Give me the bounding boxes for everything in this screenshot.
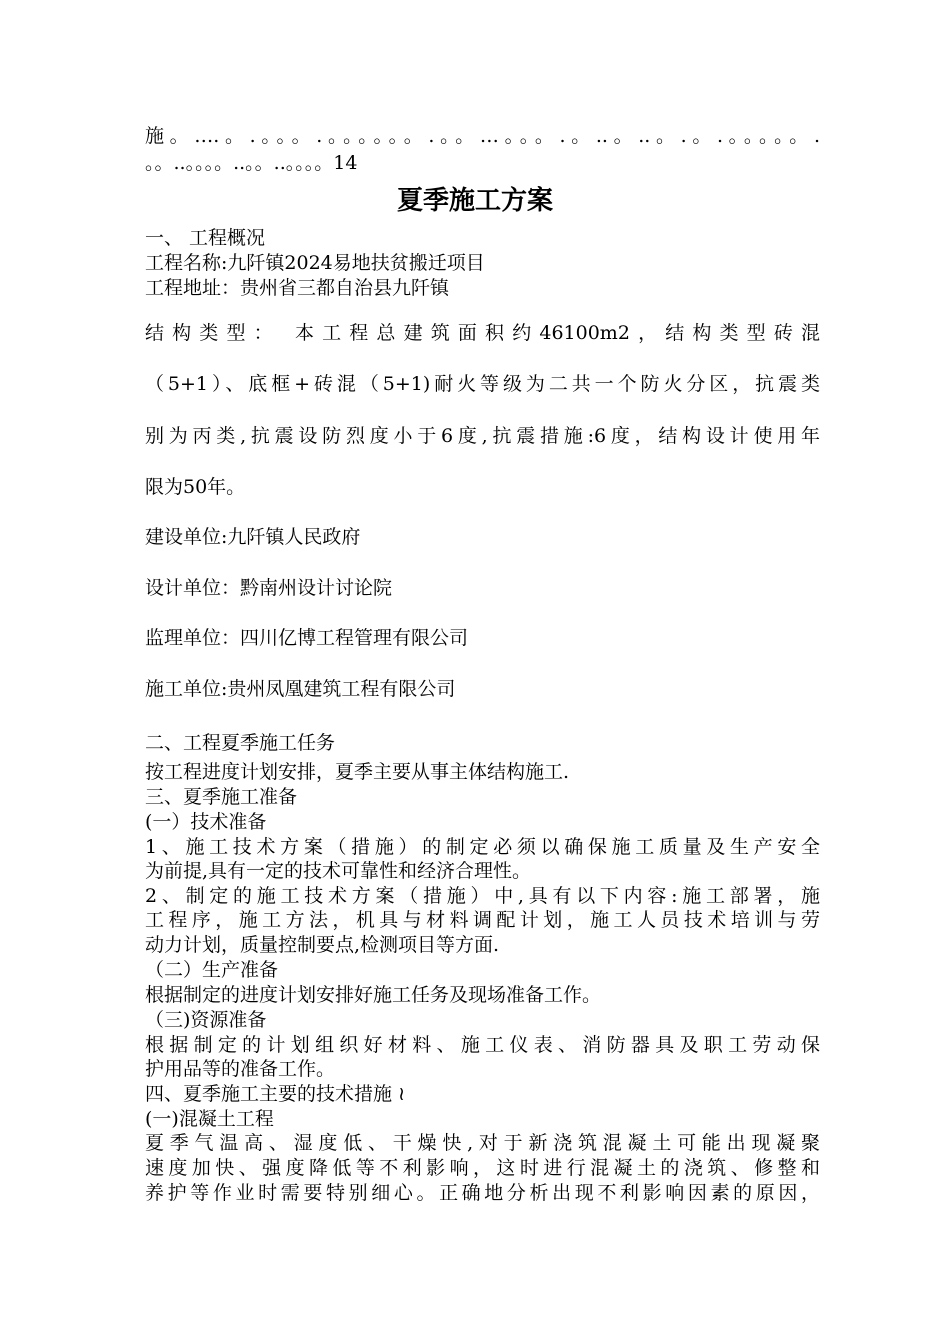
section-4-heading: 四、夏季施工主要的技术措施 ≀ — [145, 1083, 406, 1105]
section-3-sub-3: （三)资源准备 — [145, 1009, 267, 1031]
toc-tail-line-1: 施。….。.。。。.。。。。。。.。。…。。。.。..。..。.。.。。。。。. — [145, 125, 820, 147]
section-4-sub-1: (一)混凝土工程 — [145, 1108, 274, 1130]
section-1-heading: 一、 工程概况 — [145, 227, 266, 249]
section-3-sub-1: (一）技术准备 — [145, 811, 267, 833]
section-3-heading: 三、夏季施工准备 — [145, 786, 298, 808]
section-2-heading: 二、工程夏季施工任务 — [145, 732, 336, 754]
toc-tail-line-2: 。。..。。。。..。。..。。。。14 — [145, 152, 358, 174]
section-4-para-1a: 夏季气温高、湿度低、干燥快,对于新浇筑混凝土可能出现凝聚 — [145, 1132, 820, 1154]
section-3-para-2b: 工程序，施工方法，机具与材料调配计划，施工人员技术培训与劳 — [145, 909, 820, 931]
section-3-para-1b: 为前提,具有一定的技术可靠性和经济合理性。 — [145, 860, 532, 882]
design-unit: 设计单位：黔南州设计讨论院 — [145, 577, 393, 599]
structure-line-1: 结构类型： 本工程总建筑面积约46100m2，结构类型砖混 — [145, 322, 820, 344]
construction-unit: 施工单位:贵州凤凰建筑工程有限公司 — [145, 678, 456, 700]
structure-line-2: （5+1）、底框+砖混（5+1)耐火等级为二共一个防火分区，抗震类 — [145, 373, 820, 395]
page-title: 夏季施工方案 — [396, 186, 553, 216]
structure-line-3: 别为丙类,抗震设防烈度小于6度,抗震措施:6度，结构设计使用年 — [145, 425, 820, 447]
section-3-para-4b: 护用品等的准备工作。 — [145, 1058, 336, 1080]
section-3-sub-2: （二）生产准备 — [145, 959, 279, 981]
structure-line-4: 限为50年。 — [145, 476, 246, 498]
section-4-para-1b: 速度加快、强度降低等不利影响，这时进行混凝土的浇筑、修整和 — [145, 1157, 820, 1179]
section-3-para-3: 根据制定的进度计划安排好施工任务及现场准备工作。 — [145, 984, 602, 1006]
supervision-unit: 监理单位：四川亿博工程管理有限公司 — [145, 627, 469, 649]
section-4-para-1c: 养护等作业时需要特别细心。正确地分析出现不利影响因素的原因， — [145, 1182, 820, 1204]
owner-unit: 建设单位:九阡镇人民政府 — [145, 526, 361, 548]
section-3-para-1a: 1、施工技术方案（措施）的制定必须以确保施工质量及生产安全 — [145, 836, 820, 858]
section-3-para-2c: 动力计划，质量控制要点,检测项目等方面. — [145, 934, 500, 956]
project-address: 工程地址：贵州省三都自治县九阡镇 — [145, 277, 450, 299]
section-3-para-4a: 根据制定的计划组织好材料、施工仪表、消防器具及职工劳动保 — [145, 1034, 820, 1056]
section-2-paragraph: 按工程进度计划安排，夏季主要从事主体结构施工. — [145, 761, 570, 783]
project-name: 工程名称:九阡镇2024易地扶贫搬迁项目 — [145, 252, 485, 274]
section-3-para-2a: 2、制定的施工技术方案（措施）中,具有以下内容:施工部署，施 — [145, 885, 820, 907]
